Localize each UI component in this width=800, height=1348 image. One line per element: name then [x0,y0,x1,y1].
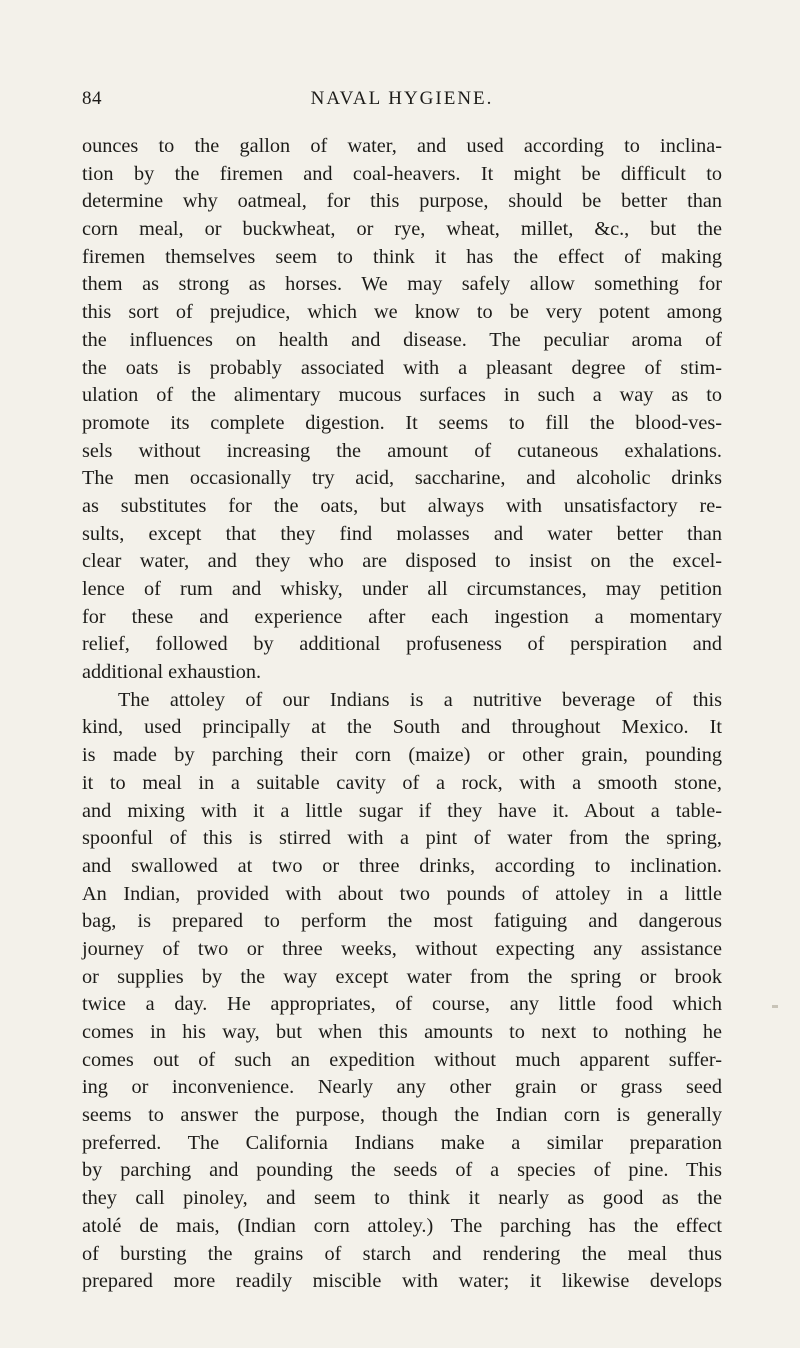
text-line: comes out of such an expedition without much apparent suffer- [82,1048,722,1071]
text-line: twice a day. He appropriates, of course, any little food which [82,993,722,1016]
running-head [82,88,722,116]
text-line: clear water, and they who are disposed to insist on the excel- [82,550,722,573]
text-line: or supplies by the way except water from the spring or brook [82,965,722,988]
text-line: corn meal, or buckwheat, or rye, wheat, millet, &c., but the [82,218,722,241]
text-line: and mixing with it a little sugar if they have it. About a table- [82,799,722,822]
text-line: journey of two or three weeks, without expecting any assistance [82,937,722,960]
text-line: the influences on health and disease. The peculiar aroma of [82,328,722,351]
page-number: 84 [82,88,102,109]
text-line: ounces to the gallon of water, and used according to inclina- [82,135,722,157]
text-line: as substitutes for the oats, but always with unsatisfactory re- [82,494,722,517]
text-line: prepared more readily miscible with water; it likewise develops [82,1270,722,1293]
text-line: determine why oatmeal, for this purpose, should be better than [82,190,722,213]
text-line: bag, is prepared to perform the most fatiguing and dangerous [82,910,722,933]
text-line: the oats is probably associated with a pleasant degree of stim- [82,356,722,379]
text-line: promote its complete digestion. It seems to fill the blood-ves- [82,411,722,434]
text-line: preferred. The California Indians make a similar preparation [82,1131,722,1154]
text-line: tion by the firemen and coal-heavers. It might be difficult to [82,162,722,185]
text-line: for these and experience after each ingestion a momentary [82,605,722,628]
text-line: atolé de mais, (Indian corn attoley.) The parching has the effect [82,1214,722,1237]
text-line: is made by parching their corn (maize) or other grain, pounding [82,744,722,767]
text-line: ulation of the alimentary mucous surfaces in such a way as to [82,384,722,407]
text-line: The men occasionally try acid, saccharine, and alcoholic drinks [82,467,722,490]
body-text [82,133,722,1296]
text-line: ing or inconvenience. Nearly any other grain or grass seed [82,1076,722,1099]
text-line: of bursting the grains of starch and rendering the meal thus [82,1242,722,1265]
text-line: firemen themselves seem to think it has the effect of making [82,245,722,268]
paragraph-start-line: The attoley of our Indians is a nutritive beverage of this [118,688,722,711]
text-line: relief, followed by additional profuseness of perspiration and [82,633,722,656]
text-line: comes in his way, but when this amounts to next to nothing he [82,1021,722,1043]
text-line: this sort of prejudice, which we know to be very potent among [82,301,722,324]
text-line: kind, used principally at the South and throughout Mexico. It [82,716,722,739]
text-line: it to meal in a suitable cavity of a rock, with a smooth stone, [82,771,722,794]
text-line: and swallowed at two or three drinks, according to inclination. [82,854,722,877]
running-title: NAVAL HYGIENE. [310,88,494,109]
text-line: by parching and pounding the seeds of a species of pine. This [82,1159,722,1182]
text-line: lence of rum and whisky, under all circumstances, may petition [82,578,722,600]
text-line: sels without increasing the amount of cutaneous exhalations. [82,439,722,462]
text-line: spoonful of this is stirred with a pint of water from the spring, [82,827,722,850]
text-line: sults, except that they find molasses and water better than [82,522,722,545]
margin-speck [772,1005,778,1008]
text-line: seems to answer the purpose, though the Indian corn is generally [82,1104,722,1127]
text-line: An Indian, provided with about two pounds of attoley in a little [82,882,722,905]
text-line: them as strong as horses. We may safely allow something for [82,273,722,296]
paragraph-end-line: additional exhaustion. [82,661,262,684]
text-line: they call pinoley, and seem to think it nearly as good as the [82,1187,722,1210]
